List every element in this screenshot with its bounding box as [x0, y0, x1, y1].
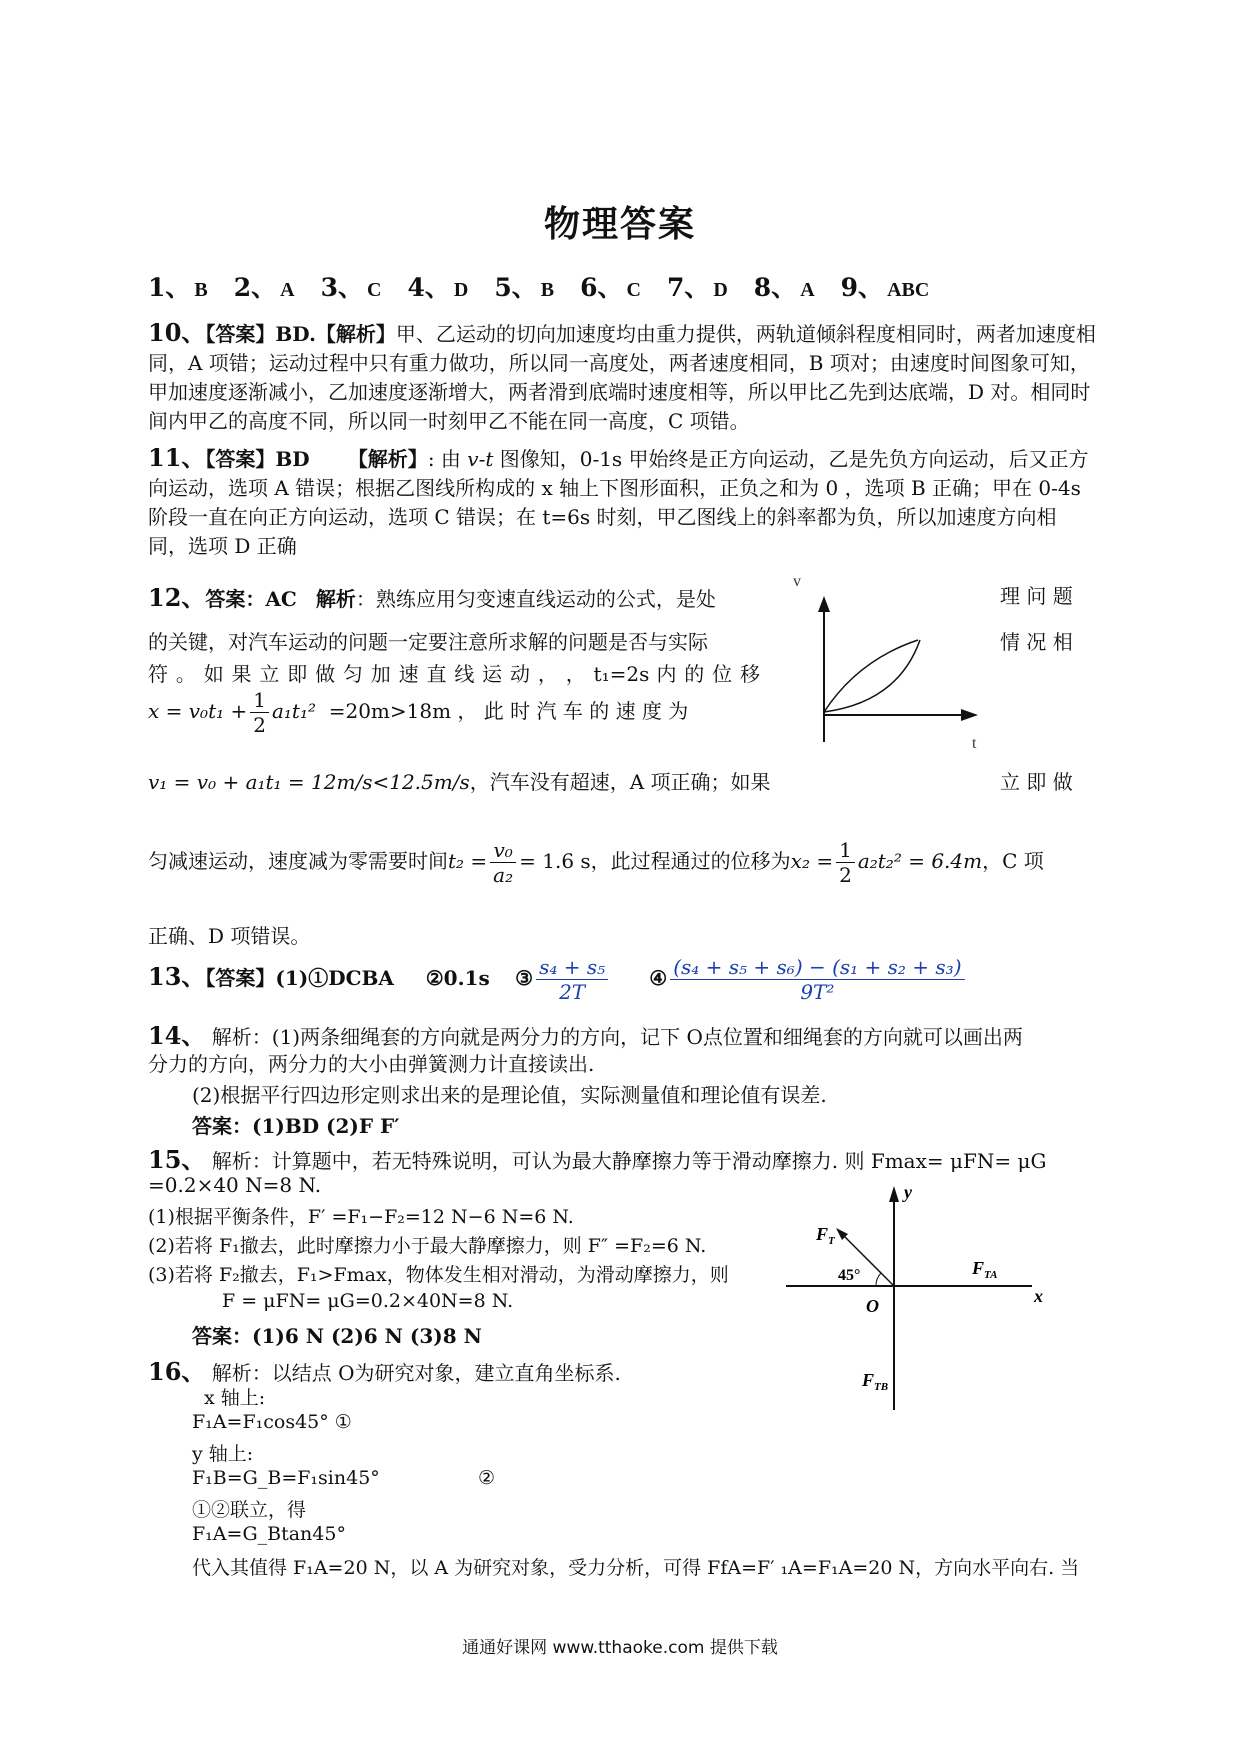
- graph-v-label: v: [793, 573, 801, 590]
- q12-l1-right: 理 问 题: [1000, 584, 1073, 608]
- q12-l5-post: ，C 项: [982, 849, 1044, 873]
- q15-answer: 答案：(1)6 N (2)6 N (3)8 N: [192, 1324, 482, 1348]
- q12-f1-val: =20m>18m ， 此 时 汽 车 的 速 度 为: [328, 699, 689, 723]
- diagram-fta-label: $F_{TA}$: [972, 1258, 998, 1281]
- answer-value: B: [194, 279, 208, 301]
- q12-t2: t₂ =: [448, 849, 488, 873]
- answer-item: [148, 268, 208, 304]
- question-13: [148, 955, 968, 1004]
- answer-number: 3、: [320, 273, 364, 302]
- q11-text-b: 图像知，0-1s 甲始终是正方向运动，乙是先负方向运动，后又正方向运动，选项 A 错误；根据乙图线所构成的 x 轴上下图形面积，正负之和为 0 ，选项 B 正确；甲在 0-4s 阶段一直在向正方向运动，选项 C 错误；在 t=6s 时刻，甲乙图线上的斜率都为负，所以加速度方向相同，选项 D 正确: [148, 447, 1089, 558]
- answer-item: [580, 268, 641, 304]
- answer-value: B: [540, 279, 555, 301]
- q11-text-a: : 由: [427, 447, 468, 471]
- q15-l3: (1)根据平衡条件，F′ =F₁−F₂=12 N−6 N=6 N.: [148, 1206, 574, 1228]
- answer-item: [841, 268, 930, 304]
- answer-value: C: [367, 279, 382, 301]
- q11-vt: v-t: [467, 447, 494, 471]
- answer-value: D: [713, 279, 728, 301]
- q12-l3: 符 。 如 果 立 即 做 匀 加 速 直 线 运 动 ， ， t₁=2s 内 的 位 移: [148, 662, 760, 686]
- footer-source: 通通好课网 www.tthaoke.com 提供下载: [462, 1638, 778, 1658]
- q12-formula-1: [148, 688, 688, 737]
- q13-number: 13、: [148, 962, 206, 991]
- q16-line-1: [148, 1352, 621, 1387]
- q13-a3: ③: [515, 966, 534, 990]
- page-title: 物理答案: [543, 203, 696, 245]
- answer-item: [321, 268, 382, 304]
- q15-l4: (2)若将 F₁撤去，此时摩擦力小于最大静摩擦力，则 F″ =F₂=6 N.: [148, 1235, 707, 1257]
- q10-number: 10、: [148, 318, 206, 347]
- q12-l2-right: 情 况 相: [1000, 630, 1073, 654]
- q12-f1-pre: x = v₀t₁ +: [148, 699, 248, 723]
- answer-item: [234, 268, 295, 304]
- graph-curve-yi: [824, 640, 920, 712]
- diagram-y-label: y: [904, 1182, 912, 1202]
- diagram-angle-label: 45°: [838, 1267, 861, 1284]
- graph-y-arrow-icon: [818, 596, 830, 612]
- answer-number: 4、: [407, 273, 450, 302]
- q13-head: 【答案】(1)①DCBA: [205, 966, 394, 990]
- q14-answer: 答案：(1)BD (2)F F′: [192, 1114, 400, 1138]
- q15-l2: =0.2×40 N=8 N.: [148, 1173, 322, 1197]
- q13-a4: ④: [649, 966, 668, 990]
- answer-number: 7、: [666, 273, 710, 302]
- q12-formula-2: [148, 766, 771, 795]
- q16-l8: 代入其值得 F₁A=20 N，以 A 为研究对象，受力分析，可得 FfA=F′ ₁A=F₁A=20 N，方向水平向右. 当: [192, 1557, 1080, 1579]
- diagram-angle-arc: [876, 1273, 881, 1286]
- q11-number: 11、: [148, 443, 206, 472]
- diagram-ft-label: $F_T$: [816, 1224, 835, 1247]
- diagram-x-label: x: [1034, 1286, 1043, 1306]
- q14-number: 14、: [148, 1021, 206, 1050]
- q14-l3: (2)根据平行四边形定则求出来的是理论值，实际测量值和理论值有误差.: [192, 1083, 827, 1107]
- answer-value: C: [626, 279, 641, 301]
- q12-f2-post: ，汽车没有超速，A 项正确；如果: [469, 770, 771, 794]
- q11-head2: 【解析】: [347, 447, 428, 471]
- q12-head: 答案：AC: [205, 587, 297, 611]
- q11-head: 【答案】BD: [205, 447, 310, 471]
- q12-number: 12、: [148, 583, 206, 612]
- q15-l1: 解析：计算题中，若无特殊说明，可认为最大静摩擦力等于滑动摩擦力. 则 Fmax= μFN= μG: [211, 1149, 1047, 1173]
- q12-l5-mid: ，此过程通过的位移为: [590, 849, 791, 873]
- question-11: [148, 443, 1096, 561]
- q12-x2: x₂ =: [790, 849, 834, 873]
- q16-l3: F₁A=F₁cos45° ①: [192, 1411, 352, 1433]
- answer-number: 5、: [494, 273, 537, 302]
- q12-line-5: [148, 838, 1044, 887]
- answer-item: [667, 268, 728, 304]
- q13-a3-frac: $\frac{\text{s₄ + s₅}}{2T}$: [536, 955, 608, 1004]
- q12-f2: v₁ = v₀ + a₁t₁ = 12m/s<12.5m/s: [148, 770, 470, 794]
- answer-number: 1、: [148, 273, 191, 302]
- q16-l5b: ②: [478, 1467, 496, 1489]
- q14-l2: 分力的方向，两分力的大小由弹簧测力计直接读出.: [148, 1052, 595, 1076]
- q16-number: 16、: [148, 1357, 206, 1386]
- q12-l5-pre: 匀减速运动，速度减为零需要时间: [148, 849, 448, 873]
- q12-l2: 的关键，对汽车运动的问题一定要注意所求解的问题是否与实际: [148, 630, 708, 654]
- q13-a4-frac: $\frac{\text{(s₄ + s₅ + s₆) − (s₁ + s₂ + s₃)}}{\text{9T²}}$: [670, 955, 964, 1004]
- answer-number: 8、: [753, 273, 797, 302]
- q12-t2-frac: $\frac{\text{v₀}}{\text{a₂}}$: [490, 838, 516, 887]
- answer-item: [494, 268, 554, 304]
- q16-l6: ①②联立，得: [192, 1499, 307, 1521]
- answer-value: D: [453, 279, 469, 301]
- answer-item: [407, 268, 468, 304]
- diagram-ftb-label: $F_{TB}$: [862, 1370, 889, 1393]
- q12-head2: 解析: [315, 587, 356, 611]
- answer-value: A: [800, 279, 815, 301]
- q16-l7: F₁A=G_Btan45°: [192, 1523, 346, 1545]
- q14-line-1: [148, 1016, 1023, 1051]
- q15-force-diagram: [782, 1180, 1052, 1422]
- answer-number: 2、: [233, 273, 277, 302]
- q12-f1-post: a₁t₁²: [271, 699, 316, 723]
- q13-a2: ②0.1s: [425, 966, 490, 990]
- q16-l1: 解析：以结点 O为研究对象，建立直角坐标系.: [211, 1361, 621, 1385]
- graph-t-label: t: [972, 735, 977, 752]
- q16-l5: F₁B=G_B=F₁sin45°: [192, 1467, 380, 1489]
- q12-l1: ：熟练应用匀变速直线运动的公式，是处: [355, 587, 716, 611]
- q12-l6: 正确、D 项错误。: [148, 924, 311, 948]
- q15-number: 15、: [148, 1145, 206, 1174]
- q12-x2-frac: $\frac{1}{2}$: [836, 838, 855, 887]
- q12-f2-right: 立 即 做: [1000, 770, 1073, 794]
- q15-line-1: [148, 1140, 1046, 1175]
- q14-l1: 解析：(1)两条细绳套的方向就是两分力的方向，记下 O点位置和细绳套的方向就可以画出两: [211, 1025, 1023, 1049]
- q16-l4: y 轴上:: [192, 1443, 254, 1465]
- answer-value: ABC: [887, 279, 930, 301]
- diagram-origin-label: O: [866, 1296, 879, 1316]
- question-10: [148, 318, 1096, 436]
- q12-f1-frac: $\frac{1}{2}$: [250, 688, 269, 737]
- q12-vt-graph: [788, 572, 988, 752]
- q12-x2-val: a₂t₂² = 6.4m: [857, 849, 983, 873]
- graph-curve-jia: [824, 640, 918, 712]
- q10-text: 甲、乙运动的切向加速度均由重力提供，两轨道倾斜程度相同时，两者加速度相同，A 项错；运动过程中只有重力做功，所以同一高度处，两者速度相同，B 项对；由速度时间图象可知，甲加速度逐渐减小，乙加速度逐渐增大，两者滑到底端时速度相等，所以甲比乙先到达底端，D 对。相同时间内甲乙的高度不同，所以同一时刻甲乙不能在同一高度，C 项错。: [148, 322, 1096, 433]
- answer-number: 6、: [580, 273, 623, 302]
- answer-number: 9、: [840, 273, 884, 302]
- q12-t2-val: = 1.6 s: [519, 849, 591, 873]
- q10-head: 【答案】BD.【解析】: [205, 322, 396, 346]
- diagram-y-arrow-icon: [889, 1186, 899, 1202]
- q15-l6: F = μFN= μG=0.2×40N=8 N.: [222, 1290, 514, 1312]
- answer-value: A: [280, 279, 295, 301]
- answer-item: [754, 268, 815, 304]
- choice-answers: [148, 268, 955, 304]
- q16-l2: x 轴上:: [204, 1387, 266, 1409]
- q12-line-1: [148, 578, 716, 613]
- q15-l5: (3)若将 F₂撤去，F₁>Fmax，物体发生相对滑动，为滑动摩擦力，则: [148, 1264, 729, 1286]
- graph-x-arrow-icon: [961, 709, 978, 721]
